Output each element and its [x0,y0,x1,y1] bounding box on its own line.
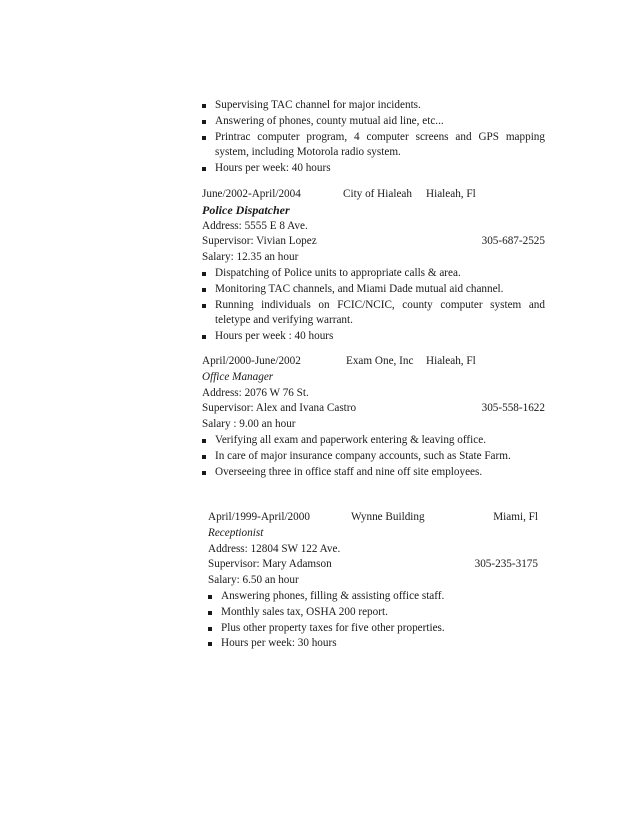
previous-job-duties [202,98,545,177]
job-supervisor: Supervisor: Vivian Lopez [202,235,317,248]
job-entry-office-manager [202,354,545,480]
list-item [202,329,545,345]
job-entry-receptionist [208,510,538,652]
duty-text: Overseeing three in office staff and nine off site employees. [215,465,483,478]
job-phone: 305-687-2525 [481,235,545,248]
duty-text: Monitoring TAC channels, and Miami Dade mutual aid channel. [215,282,504,295]
job-employer: Wynne Building [351,511,425,523]
job-location: Miami, Fl [493,511,538,523]
list-item [202,433,545,449]
duty-text: system, including Motorola radio system. [215,146,401,159]
job-header [202,187,545,203]
job-supervisor-row [202,234,545,250]
list-item [202,266,545,282]
duty-text: Plus other property taxes for five other properties. [221,621,445,634]
list-item [202,465,545,481]
duty-text: Supervising TAC channel for major incidents. [215,99,421,111]
job-salary: Salary: 12.35 an hour [202,251,299,264]
list-item [202,114,545,130]
duty-text: Answering of phones, county mutual aid line, etc... [215,114,444,127]
list-item [208,589,538,605]
job-dates: June/2002-April/2004 [202,188,301,200]
list-item [202,282,545,298]
duty-text: Monthly sales tax, OSHA 200 report. [221,605,388,618]
job-salary: Salary: 6.50 an hour [208,574,299,587]
job-header [202,354,545,370]
job-duties [208,589,538,652]
list-item [202,161,545,177]
list-item [202,130,545,162]
list-item [202,98,545,114]
square-bullet-icon [208,642,212,646]
job-salary: Salary : 9.00 an hour [202,418,296,431]
list-item [202,449,545,465]
job-supervisor-row [202,401,545,417]
job-employer: City of Hialeah [343,188,412,200]
duty-text: teletype and verifying warrant. [215,314,353,327]
square-bullet-icon [202,167,206,171]
job-address: Address: 12804 SW 122 Ave. [208,542,341,555]
duty-text: Answering phones, filling & assisting office staff. [221,589,445,602]
duty-text: Dispatching of Police units to appropriate calls & area. [215,266,461,279]
job-title: Office Manager [202,370,274,383]
job-address: Address: 5555 E 8 Ave. [202,219,308,232]
square-bullet-icon [202,272,206,276]
square-bullet-icon [208,611,212,615]
duty-text: Running individuals on FCIC/NCIC, county computer system and [215,298,545,311]
job-supervisor: Supervisor: Mary Adamson [208,558,332,571]
square-bullet-icon [202,288,206,292]
square-bullet-icon [202,136,206,140]
job-phone: 305-558-1622 [481,402,545,415]
job-title: Police Dispatcher [202,202,290,217]
list-item [208,605,538,621]
job-dates: April/2000-June/2002 [202,355,301,367]
duty-text: Hours per week: 30 hours [221,637,337,650]
square-bullet-icon [202,104,206,108]
job-supervisor-row [208,557,538,573]
job-supervisor: Supervisor: Alex and Ivana Castro [202,402,357,415]
duty-text: Hours per week: 40 hours [215,162,331,175]
square-bullet-icon [202,455,206,459]
job-duties [202,433,545,480]
square-bullet-icon [208,595,212,599]
duty-text: Verifying all exam and paperwork entering & leaving office. [215,433,486,446]
duty-text: Printrac computer program, 4 computer screens and GPS mapping [215,130,545,143]
job-duties [202,266,545,345]
square-bullet-icon [202,439,206,443]
job-address: Address: 2076 W 76 St. [202,386,309,399]
list-item [208,621,538,637]
square-bullet-icon [202,471,206,475]
square-bullet-icon [202,304,206,308]
job-employer: Exam One, Inc [346,355,414,367]
job-title: Receptionist [208,526,264,539]
job-location: Hialeah, Fl [426,355,476,367]
square-bullet-icon [202,335,206,339]
job-entry-police-dispatcher [202,187,545,345]
job-location: Hialeah, Fl [426,188,476,200]
list-item [202,298,545,330]
square-bullet-icon [202,120,206,124]
job-dates: April/1999-April/2000 [208,511,310,523]
list-item [208,636,538,652]
job-phone: 305-235-3175 [474,558,538,571]
square-bullet-icon [208,627,212,631]
duty-text: In care of major insurance company accounts, such as State Farm. [215,449,511,462]
duty-text: Hours per week : 40 hours [215,330,334,343]
job-header [208,510,538,526]
